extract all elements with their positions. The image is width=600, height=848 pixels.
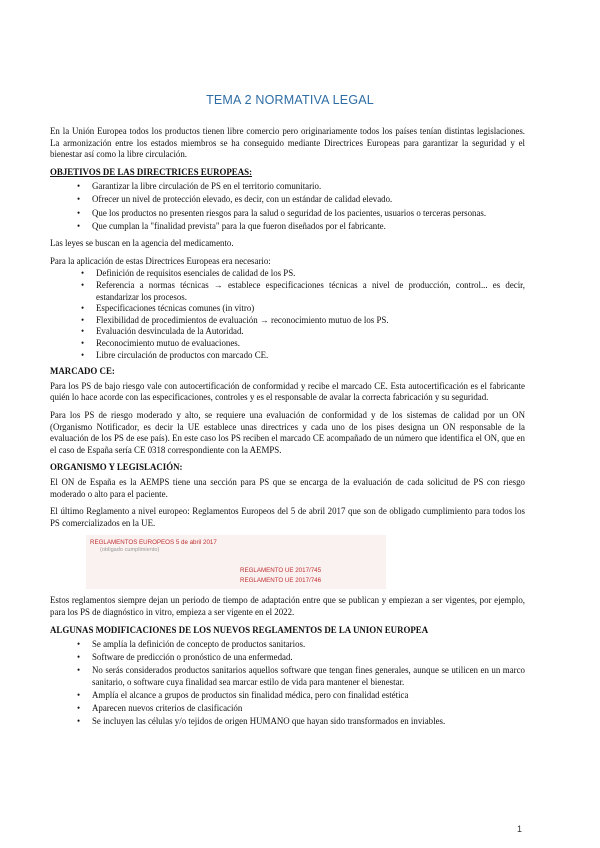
figure-line-1: REGLAMENTOS EUROPEOS 5 de abril 2017 [90, 539, 217, 547]
marcado-paragraph-2: Para los PS de riesgo moderado y alto, se requiere una evaluación de conformidad y de los sistemas de calidad por un ON (Organismo Notificador, es decir la UE establece unas directrices y cada uno de los pises designa un ON responsable de la evaluación de los PS de ese país). En este caso los PS reciben el marcado CE acompañado de un número que identifica el ON, que en el caso de España sería CE 0318 correspondiente con la AEMPS. [50, 409, 525, 455]
objectives-list [50, 181, 525, 232]
marcado-heading: MARCADO CE: [50, 366, 115, 377]
marcado-paragraph-1: Para los PS de bajo riesgo vale con autocertificación de conformidad y recibe el marcado CE. Esta autocertificación es el fabricante quién lo hace acorde con las especificaciones, controles y es el responsable de avalar la correcta fabricación y su seguridad. [50, 380, 525, 403]
intro-paragraph: En la Unión Europea todos los productos tienen libre comercio pero originariamente todos los países tenían distintas legislaciones. La armonización entre los estados miembros se ha conseguido mediante Directrices Europeas para garantizar la seguridad y el bienestar así como la libre circulación. [50, 126, 525, 160]
page-title: TEMA 2 NORMATIVA LEGAL [206, 93, 374, 107]
list-item: • No serás considerados productos sanitarios aquellos software que tengan fines generales, aunque se utilicen en un marco sanitario, o software cuya finalidad sea marcar estilo de vida para mantener el bienestar. [92, 665, 525, 688]
list-item: • Amplía el alcance a grupos de productos sin finalidad médica, pero con finalidad estética [92, 690, 525, 702]
list-item: • Garantizar la libre circulación de PS en el territorio comunitario. [92, 181, 525, 193]
organismo-paragraph-2: El último Reglamento a nivel europeo: Reglamentos Europeos del 5 de abril 2017 que son de obligado cumplimiento para todos los PS comercializados en la UE. [50, 506, 525, 528]
list-item: • Flexibilidad de procedimientos de evaluación → reconocimiento mutuo de los PS. [96, 315, 525, 327]
document-body [50, 126, 525, 734]
modifications-list [50, 639, 525, 728]
modifications-heading: ALGUNAS MODIFICACIONES DE LOS NUEVOS REGLAMENTOS DE LA UNION EUROPEA [50, 624, 429, 635]
list-item: • Libre circulación de productos con marcado CE. [96, 350, 525, 362]
list-item: • Evaluación desvinculada de la Autoridad. [96, 326, 525, 338]
list-item: • Que los productos no presenten riesgos para la salud o seguridad de los pacientes, usuarios o terceras personas. [92, 208, 525, 220]
list-item: • Referencia a normas técnicas → establece especificaciones técnicas a nivel de producción, control... es decir, estandarizar los procesos. [96, 280, 525, 303]
list-item: • Reconocimiento mutuo de evaluaciones. [96, 338, 525, 350]
list-item: • Se amplía la definición de concepto de productos sanitarios. [92, 639, 525, 651]
list-item: • Se incluyen las células y/o tejidos de origen HUMANO que hayan sido transformados en inviables. [92, 716, 525, 728]
list-item: • Aparecen nuevos criterios de clasificación [92, 703, 525, 715]
figure-line-4: REGLAMENTO UE 2017/746 [240, 577, 322, 585]
list-item: • Definición de requisitos esenciales de calidad de los PS. [96, 268, 525, 280]
list-item: • Ofrecer un nivel de protección elevado, es decir, con un estándar de calidad elevado. [92, 194, 525, 206]
figure-line-3: REGLAMENTO UE 2017/745 [240, 567, 322, 575]
organismo-heading: ORGANISMO Y LEGISLACIÓN: [50, 462, 183, 473]
agency-note: Las leyes se buscan en la agencia del medicamento. [50, 238, 234, 249]
objectives-heading: OBJETIVOS DE LAS DIRECTRICES EUROPEAS: [50, 166, 253, 177]
list-item: • Especificaciones técnicas comunes (in vitro) [96, 303, 525, 315]
organismo-paragraph-1: El ON de España es la AEMPS tiene una sección para PS que se encarga de la evaluación de cada solicitud de PS con riesgo moderado o alto para el paciente. [50, 476, 525, 499]
application-intro: Para la aplicación de estas Directrices Europeas era necesario: [50, 255, 271, 266]
regulations-figure [50, 535, 525, 589]
adaptation-paragraph: Estos reglamentos siempre dejan un periodo de tiempo de adaptación entre que se publican y empiezan a ser vigentes, por ejemplo, para los PS de diagnóstico in vitro, empieza a ser vigente en el 2022. [50, 595, 525, 617]
list-item: • Software de predicción o pronóstico de una enfermedad. [92, 652, 525, 664]
page-number: 1 [516, 824, 522, 834]
list-item: • Que cumplan la "finalidad prevista" para la que fueron diseñados por el fabricante. [92, 221, 525, 233]
figure-line-2: (obligado cumplimiento) [100, 547, 160, 554]
application-list [50, 268, 525, 361]
